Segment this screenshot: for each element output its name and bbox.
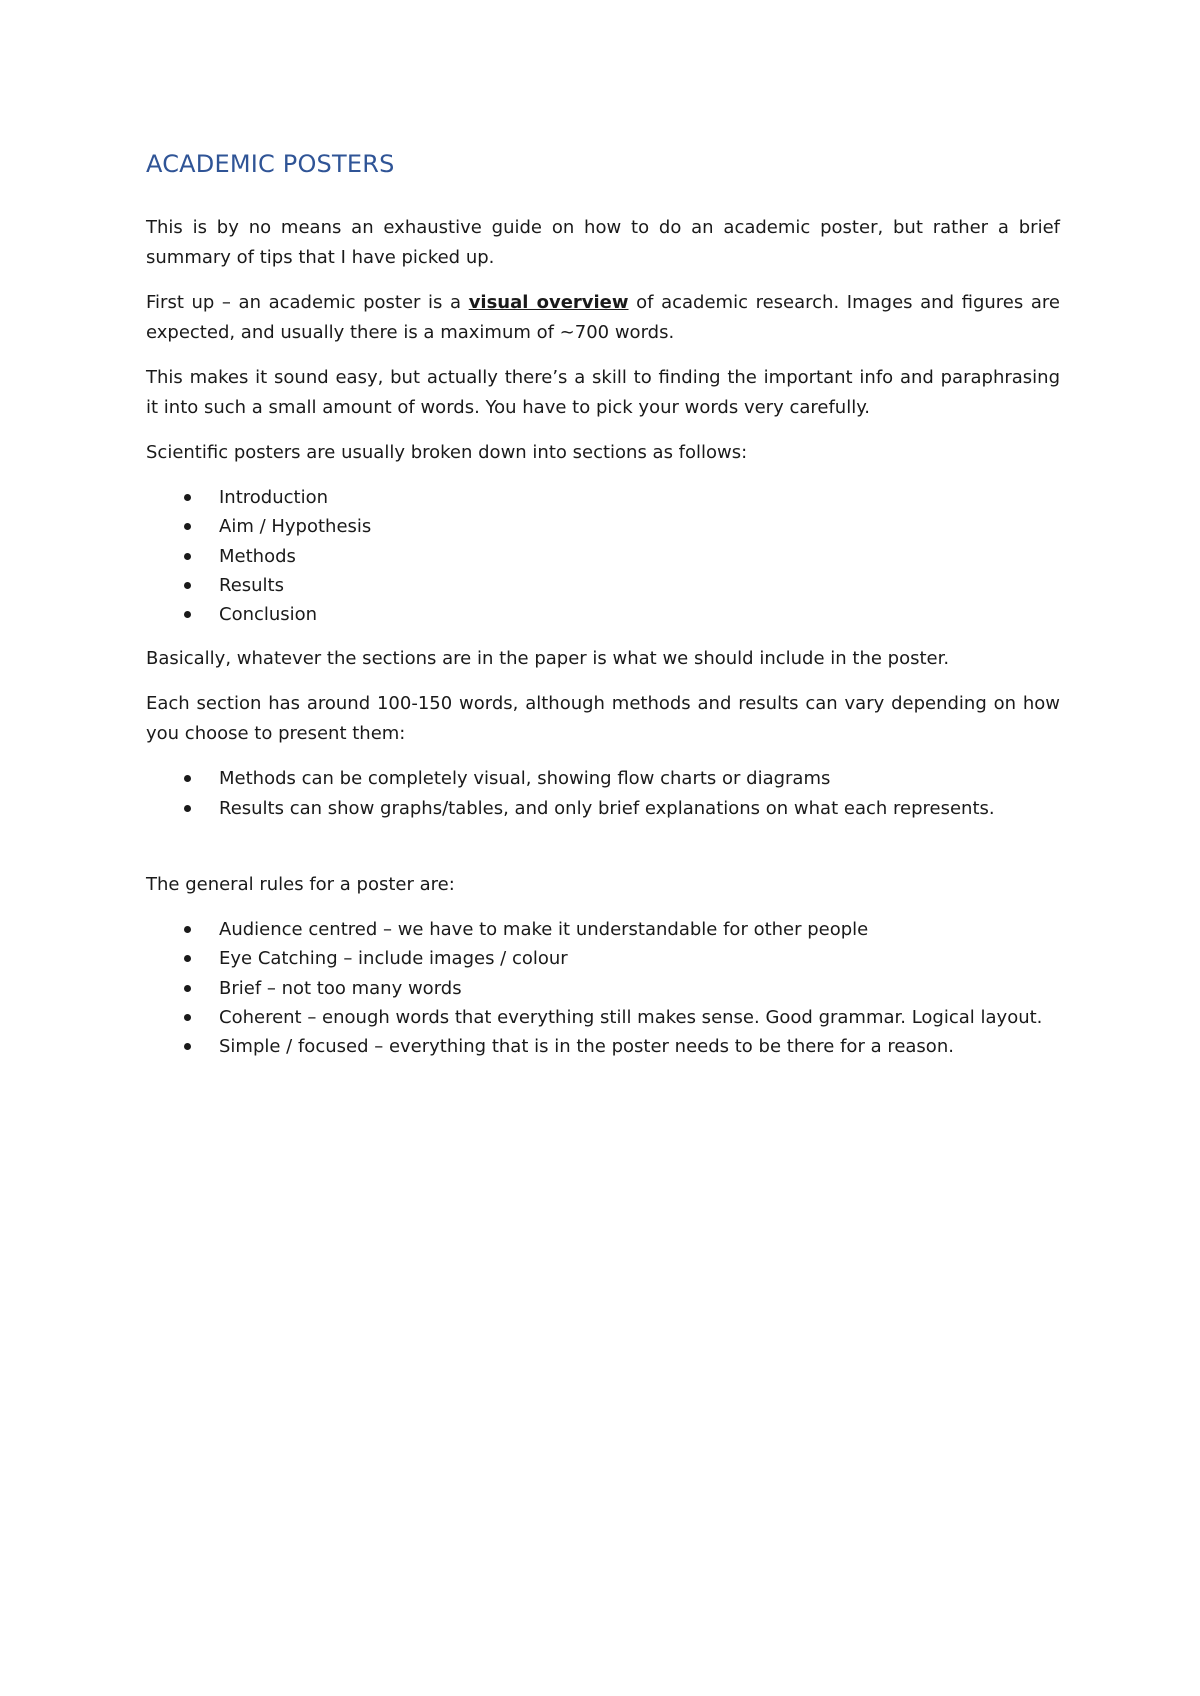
list-item-text: Conclusion xyxy=(219,604,318,626)
each-section-paragraph: Each section has around 100-150 words, although methods and results can vary depending on how you choose to present them: xyxy=(146,693,1060,745)
list-item xyxy=(146,1032,1060,1061)
rules-list xyxy=(146,915,1060,1061)
sections-list xyxy=(146,483,1060,629)
list-item xyxy=(146,974,1060,1003)
list-item-text: Audience centred – we have to make it understandable for other people xyxy=(219,919,869,941)
list-item-text: Brief – not too many words xyxy=(219,977,462,999)
bullet-icon xyxy=(184,494,191,501)
list-item xyxy=(146,764,1060,793)
list-item xyxy=(146,600,1060,629)
list-item xyxy=(146,1003,1060,1032)
bullet-icon xyxy=(184,985,191,992)
bullet-icon xyxy=(184,1014,191,1021)
first-up-paragraph xyxy=(146,288,1060,348)
bullet-icon xyxy=(184,775,191,782)
list-item xyxy=(146,483,1060,512)
list-item xyxy=(146,542,1060,571)
presentation-tips-list xyxy=(146,764,1060,823)
list-item xyxy=(146,794,1060,823)
sections-intro-paragraph: Scientific posters are usually broken down into sections as follows: xyxy=(146,442,748,463)
list-item-text: Simple / focused – everything that is in the poster needs to be there for a reason. xyxy=(219,1036,954,1058)
bullet-icon xyxy=(184,523,191,530)
list-item xyxy=(146,944,1060,973)
bullet-icon xyxy=(184,582,191,589)
first-up-text-start: First up – an academic poster is a xyxy=(146,292,469,313)
intro-paragraph: This is by no means an exhaustive guide on how to do an academic poster, but rather a brief summary of tips that I have picked up. xyxy=(146,217,1060,268)
bullet-icon xyxy=(184,805,191,812)
list-item-text: Results xyxy=(219,574,284,596)
document-page xyxy=(146,146,1060,1077)
bullet-icon xyxy=(184,611,191,618)
visual-overview-emphasis: visual overview xyxy=(468,292,629,313)
bullet-icon xyxy=(184,926,191,933)
list-item xyxy=(146,915,1060,944)
list-item-text: Aim / Hypothesis xyxy=(219,516,372,538)
list-item-text: Eye Catching – include images / colour xyxy=(219,948,568,970)
basically-paragraph: Basically, whatever the sections are in the paper is what we should include in the poster. xyxy=(146,648,950,670)
list-item-text: Methods xyxy=(219,545,296,567)
list-item xyxy=(146,571,1060,600)
bullet-icon xyxy=(184,553,191,560)
skill-paragraph: This makes it sound easy, but actually there’s a skill to finding the important info and paraphrasing it into such a small amount of words. You have to pick your words very carefully. xyxy=(146,367,1060,418)
first-up-text-end: of academic research. Images and figures are expected, and usually there is a maximum of ~700 words. xyxy=(146,292,1060,343)
list-item-text: Results can show graphs/tables, and only brief explanations on what each represents. xyxy=(219,797,995,819)
bullet-icon xyxy=(184,955,191,962)
rules-intro-paragraph: The general rules for a poster are: xyxy=(146,874,455,896)
list-item-text: Coherent – enough words that everything still makes sense. Good grammar. Logical layout. xyxy=(219,1006,1043,1028)
list-item-text: Methods can be completely visual, showing flow charts or diagrams xyxy=(219,768,831,790)
list-item xyxy=(146,512,1060,541)
bullet-icon xyxy=(184,1043,191,1050)
list-item-text: Introduction xyxy=(219,487,329,508)
document-title: ACADEMIC POSTERS xyxy=(146,150,395,178)
